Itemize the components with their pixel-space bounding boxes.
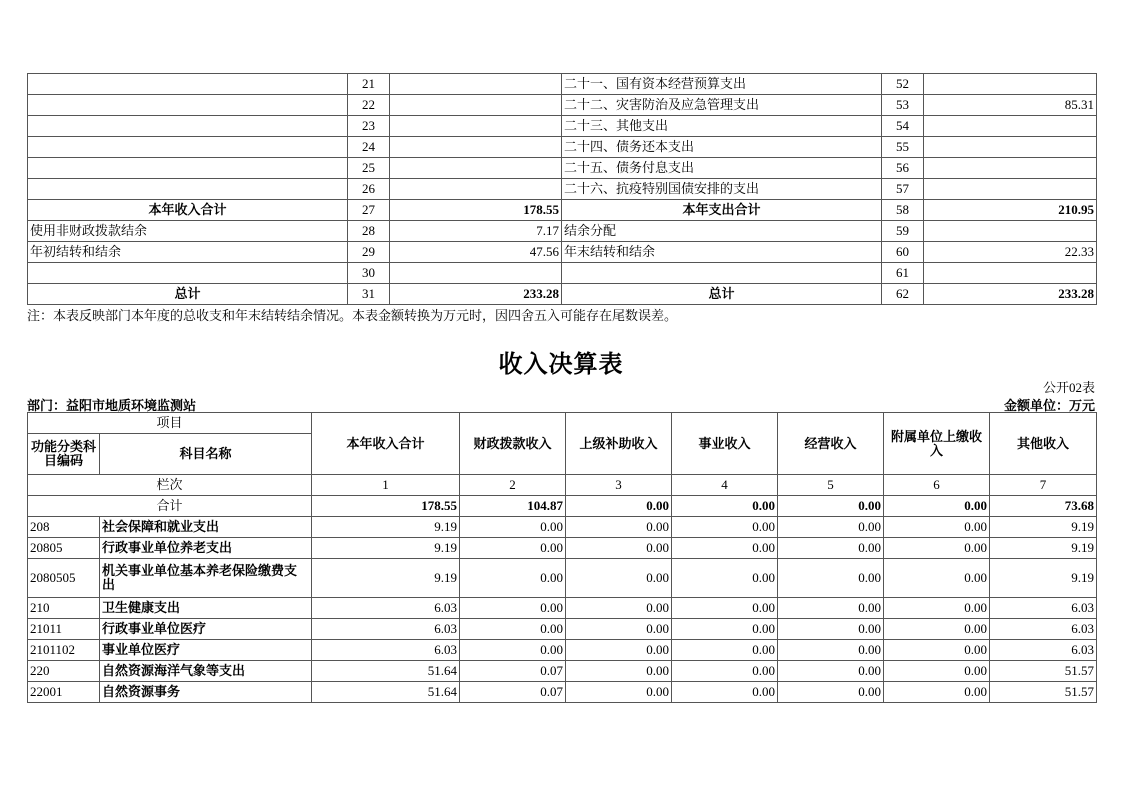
amount-cell: 0.00 — [460, 640, 566, 661]
summary-row-number: 61 — [882, 263, 924, 284]
amount-cell: 51.64 — [312, 661, 460, 682]
summary-income-amount — [390, 179, 562, 200]
summary-row-number: 62 — [882, 284, 924, 305]
summary-income-item — [28, 263, 348, 284]
table-row — [28, 598, 1097, 619]
summary-expense-item: 结余分配 — [562, 221, 882, 242]
subject-name: 社会保障和就业支出 — [100, 517, 312, 538]
summary-table — [27, 73, 1097, 305]
amount-unit-label: 金额单位：万元 — [1003, 398, 1095, 413]
amount-cell: 0.00 — [672, 682, 778, 703]
subject-name: 卫生健康支出 — [100, 598, 312, 619]
function-code: 2080505 — [28, 559, 100, 598]
summary-income-item — [28, 137, 348, 158]
summary-row-number: 25 — [348, 158, 390, 179]
total-value: 104.87 — [460, 496, 566, 517]
total-value: 0.00 — [672, 496, 778, 517]
summary-income-item — [28, 95, 348, 116]
summary-row-number: 58 — [882, 200, 924, 221]
income-table-header — [28, 413, 1097, 496]
amount-cell: 6.03 — [990, 598, 1097, 619]
summary-income-amount: 7.17 — [390, 221, 562, 242]
amount-cell: 0.00 — [566, 640, 672, 661]
table-row — [28, 200, 1097, 221]
amount-cell: 9.19 — [990, 559, 1097, 598]
total-value: 0.00 — [884, 496, 990, 517]
summary-expense-item — [562, 263, 882, 284]
summary-income-amount — [390, 263, 562, 284]
page-title: 收入决算表 — [498, 350, 624, 378]
summary-row-number: 59 — [882, 221, 924, 242]
amount-cell: 9.19 — [990, 517, 1097, 538]
summary-income-item: 使用非财政拨款结余 — [28, 221, 348, 242]
amount-cell: 0.00 — [884, 517, 990, 538]
summary-row-number: 24 — [348, 137, 390, 158]
column-number-label: 栏次 — [28, 475, 312, 496]
column-number: 5 — [778, 475, 884, 496]
summary-expense-item: 本年支出合计 — [562, 200, 882, 221]
summary-income-amount: 47.56 — [390, 242, 562, 263]
summary-income-item — [28, 179, 348, 200]
summary-expense-amount — [924, 179, 1097, 200]
summary-row-number: 56 — [882, 158, 924, 179]
amount-cell: 0.00 — [460, 538, 566, 559]
amount-cell: 0.07 — [460, 661, 566, 682]
summary-expense-amount: 233.28 — [924, 284, 1097, 305]
summary-expense-item: 二十二、灾害防治及应急管理支出 — [562, 95, 882, 116]
summary-expense-item: 二十三、其他支出 — [562, 116, 882, 137]
header-subject-name: 科目名称 — [100, 434, 312, 475]
subject-name: 行政事业单位养老支出 — [100, 538, 312, 559]
column-number: 3 — [566, 475, 672, 496]
summary-income-item — [28, 158, 348, 179]
summary-expense-amount — [924, 116, 1097, 137]
amount-cell: 0.00 — [672, 538, 778, 559]
amount-cell: 6.03 — [312, 640, 460, 661]
amount-cell: 0.00 — [884, 598, 990, 619]
amount-cell: 0.00 — [460, 598, 566, 619]
subject-name: 自然资源海洋气象等支出 — [100, 661, 312, 682]
table-row — [28, 661, 1097, 682]
table-row — [28, 158, 1097, 179]
summary-income-amount — [390, 137, 562, 158]
header-fiscal-income: 财政拨款收入 — [460, 413, 566, 475]
summary-expense-item: 二十五、债务付息支出 — [562, 158, 882, 179]
amount-cell: 0.00 — [884, 661, 990, 682]
function-code: 20805 — [28, 538, 100, 559]
amount-cell: 0.00 — [884, 559, 990, 598]
column-number: 2 — [460, 475, 566, 496]
summary-row-number: 28 — [348, 221, 390, 242]
income-table — [27, 412, 1097, 703]
amount-cell: 0.00 — [460, 517, 566, 538]
amount-cell: 51.57 — [990, 661, 1097, 682]
summary-row-number: 54 — [882, 116, 924, 137]
amount-cell: 6.03 — [312, 598, 460, 619]
table-row — [28, 116, 1097, 137]
header-business-income: 事业收入 — [672, 413, 778, 475]
amount-cell: 0.00 — [460, 559, 566, 598]
table-row — [28, 517, 1097, 538]
summary-income-item: 总计 — [28, 284, 348, 305]
summary-expense-amount — [924, 263, 1097, 284]
table-row — [28, 538, 1097, 559]
amount-cell: 9.19 — [312, 559, 460, 598]
amount-cell: 0.00 — [566, 661, 672, 682]
amount-cell: 9.19 — [990, 538, 1097, 559]
amount-cell: 0.00 — [672, 640, 778, 661]
amount-cell: 0.00 — [566, 682, 672, 703]
amount-cell: 0.00 — [778, 559, 884, 598]
amount-cell: 0.00 — [672, 619, 778, 640]
subject-name: 机关事业单位基本养老保险缴费支出 — [100, 559, 312, 598]
column-number-row — [28, 475, 1097, 496]
table-row — [28, 619, 1097, 640]
summary-row-number: 21 — [348, 74, 390, 95]
function-code: 21011 — [28, 619, 100, 640]
summary-row-number: 22 — [348, 95, 390, 116]
amount-cell: 0.00 — [778, 619, 884, 640]
summary-row-number: 53 — [882, 95, 924, 116]
summary-income-item — [28, 74, 348, 95]
table-number: 公开02表 — [1042, 380, 1095, 395]
function-code: 220 — [28, 661, 100, 682]
total-value: 0.00 — [778, 496, 884, 517]
table-row — [28, 221, 1097, 242]
table-row — [28, 263, 1097, 284]
summary-row-number: 26 — [348, 179, 390, 200]
header-affiliated-income: 附属单位上缴收入 — [884, 413, 990, 475]
summary-expense-amount: 85.31 — [924, 95, 1097, 116]
amount-cell: 0.00 — [778, 640, 884, 661]
amount-cell: 0.00 — [566, 598, 672, 619]
summary-row-number: 27 — [348, 200, 390, 221]
table-row — [28, 242, 1097, 263]
table-row — [28, 137, 1097, 158]
amount-cell: 0.00 — [566, 559, 672, 598]
header-item: 项目 — [28, 413, 312, 434]
subject-name: 行政事业单位医疗 — [100, 619, 312, 640]
summary-income-amount — [390, 74, 562, 95]
header-operating-income: 经营收入 — [778, 413, 884, 475]
amount-cell: 51.64 — [312, 682, 460, 703]
column-number: 7 — [990, 475, 1097, 496]
summary-income-amount — [390, 158, 562, 179]
amount-cell: 0.00 — [884, 640, 990, 661]
amount-cell: 9.19 — [312, 538, 460, 559]
table-row — [28, 179, 1097, 200]
subject-name: 自然资源事务 — [100, 682, 312, 703]
table-row — [28, 74, 1097, 95]
summary-row-number: 29 — [348, 242, 390, 263]
column-number: 6 — [884, 475, 990, 496]
header-total-income: 本年收入合计 — [312, 413, 460, 475]
function-code: 22001 — [28, 682, 100, 703]
summary-expense-amount — [924, 221, 1097, 242]
total-value: 73.68 — [990, 496, 1097, 517]
amount-cell: 6.03 — [990, 619, 1097, 640]
amount-cell: 0.00 — [460, 619, 566, 640]
header-superior-subsidy: 上级补助收入 — [566, 413, 672, 475]
header-function-code: 功能分类科目编码 — [28, 434, 100, 475]
amount-cell: 0.00 — [672, 559, 778, 598]
summary-expense-amount — [924, 158, 1097, 179]
summary-income-item: 本年收入合计 — [28, 200, 348, 221]
amount-cell: 0.00 — [778, 682, 884, 703]
amount-cell: 9.19 — [312, 517, 460, 538]
amount-cell: 0.00 — [778, 661, 884, 682]
function-code: 2101102 — [28, 640, 100, 661]
summary-income-amount — [390, 95, 562, 116]
amount-cell: 0.00 — [566, 517, 672, 538]
amount-cell: 0.07 — [460, 682, 566, 703]
amount-cell: 0.00 — [566, 538, 672, 559]
function-code: 208 — [28, 517, 100, 538]
total-row — [28, 496, 1097, 517]
amount-cell: 0.00 — [884, 619, 990, 640]
summary-income-amount — [390, 116, 562, 137]
amount-cell: 0.00 — [672, 517, 778, 538]
summary-expense-item: 二十四、债务还本支出 — [562, 137, 882, 158]
amount-cell: 0.00 — [566, 619, 672, 640]
summary-row-number: 23 — [348, 116, 390, 137]
income-table-body — [28, 496, 1097, 703]
amount-cell: 51.57 — [990, 682, 1097, 703]
summary-table-body — [28, 74, 1097, 305]
summary-expense-amount: 22.33 — [924, 242, 1097, 263]
summary-row-number: 31 — [348, 284, 390, 305]
summary-expense-item: 总计 — [562, 284, 882, 305]
summary-row-number: 30 — [348, 263, 390, 284]
table-row — [28, 559, 1097, 598]
summary-row-number: 52 — [882, 74, 924, 95]
header-other-income: 其他收入 — [990, 413, 1097, 475]
summary-expense-amount — [924, 74, 1097, 95]
department-label: 部门：益阳市地质环境监测站 — [27, 398, 197, 413]
table-row — [28, 284, 1097, 305]
summary-expense-amount — [924, 137, 1097, 158]
table-note: 注：本表反映部门本年度的总收支和年末结转结余情况。本表金额转换为万元时，因四舍五入可能存在尾数误差。 — [27, 308, 678, 323]
summary-expense-item: 年末结转和结余 — [562, 242, 882, 263]
amount-cell: 0.00 — [884, 538, 990, 559]
summary-expense-amount: 210.95 — [924, 200, 1097, 221]
total-row-label: 合计 — [28, 496, 312, 517]
total-value: 0.00 — [566, 496, 672, 517]
summary-expense-item: 二十六、抗疫特别国债安排的支出 — [562, 179, 882, 200]
summary-income-amount: 233.28 — [390, 284, 562, 305]
table-row — [28, 95, 1097, 116]
table-row — [28, 640, 1097, 661]
function-code: 210 — [28, 598, 100, 619]
amount-cell: 0.00 — [884, 682, 990, 703]
summary-row-number: 55 — [882, 137, 924, 158]
summary-income-amount: 178.55 — [390, 200, 562, 221]
amount-cell: 0.00 — [672, 661, 778, 682]
amount-cell: 6.03 — [312, 619, 460, 640]
summary-row-number: 57 — [882, 179, 924, 200]
amount-cell: 0.00 — [778, 538, 884, 559]
summary-expense-item: 二十一、国有资本经营预算支出 — [562, 74, 882, 95]
column-number: 4 — [672, 475, 778, 496]
summary-income-item: 年初结转和结余 — [28, 242, 348, 263]
table-row — [28, 682, 1097, 703]
amount-cell: 0.00 — [672, 598, 778, 619]
summary-row-number: 60 — [882, 242, 924, 263]
amount-cell: 0.00 — [778, 517, 884, 538]
summary-income-item — [28, 116, 348, 137]
amount-cell: 6.03 — [990, 640, 1097, 661]
total-value: 178.55 — [312, 496, 460, 517]
amount-cell: 0.00 — [778, 598, 884, 619]
subject-name: 事业单位医疗 — [100, 640, 312, 661]
column-number: 1 — [312, 475, 460, 496]
